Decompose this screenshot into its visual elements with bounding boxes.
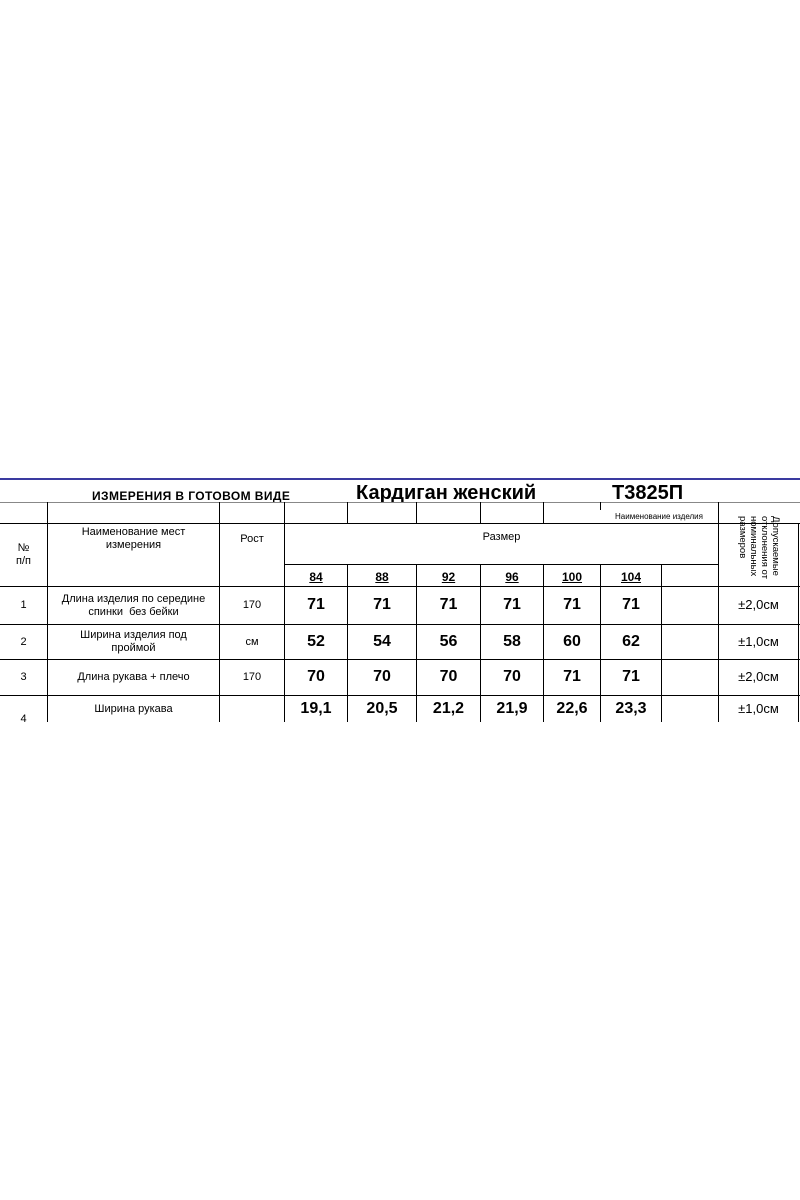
row-4-value-100: 22,6 <box>556 699 588 717</box>
size-88: 88 <box>375 570 389 585</box>
measurement-table <box>0 478 800 722</box>
row-2-num: 2 <box>20 635 27 648</box>
row-3-value-88: 70 <box>373 668 391 686</box>
row-4-num: 4 <box>20 712 27 722</box>
row-3-tolerance: ±2,0см <box>738 669 779 685</box>
row-4-name: Ширина рукава <box>94 702 173 715</box>
row-2-value-104: 62 <box>622 632 640 650</box>
row-3-value-96: 70 <box>503 668 521 686</box>
row-2-value-84: 52 <box>307 632 325 650</box>
row-2-name: Ширина изделия под проймой <box>80 629 187 654</box>
row-3-value-100: 71 <box>563 668 581 686</box>
row-2-value-88: 54 <box>373 632 391 650</box>
col-header-size-group: Размер <box>482 530 521 543</box>
size-84: 84 <box>309 570 323 585</box>
row-3-num: 3 <box>20 671 27 684</box>
size-96: 96 <box>505 570 519 585</box>
size-92: 92 <box>441 570 456 585</box>
row-2-value-100: 60 <box>563 632 581 650</box>
table-subtitle: ИЗМЕРЕНИЯ В ГОТОВОМ ВИДЕ <box>92 489 291 503</box>
row-1-name: Длина изделия по середине спинки без бейки <box>61 592 206 618</box>
row-1-tolerance: ±2,0см <box>738 597 779 613</box>
row-4-value-92: 21,2 <box>432 699 465 717</box>
row-3-value-84: 70 <box>307 668 325 686</box>
row-4-value-104: 23,3 <box>615 699 647 717</box>
row-4-value-96: 21,9 <box>496 699 528 717</box>
row-3-value-104: 71 <box>622 668 640 686</box>
col-header-name: Наименование мест измерения <box>81 526 186 551</box>
row-1-value-84: 71 <box>307 596 325 614</box>
row-3-height: 170 <box>242 671 262 684</box>
row-2-tolerance: ±1,0см <box>738 633 779 649</box>
product-name-note: Наименование изделия <box>615 511 703 521</box>
col-header-num: № п/п <box>16 542 31 567</box>
row-1-height: 170 <box>242 599 262 612</box>
col-header-tolerance: Допускаемые отклонения от номинальных размеров <box>737 516 781 579</box>
row-1-num: 1 <box>20 599 27 612</box>
row-3-value-92: 70 <box>439 668 458 686</box>
row-1-value-100: 71 <box>563 596 581 614</box>
product-title: Кардиган женский <box>356 482 537 504</box>
row-2-value-92: 56 <box>439 632 458 650</box>
row-1-value-88: 71 <box>373 596 391 614</box>
col-header-height: Рост <box>240 532 264 545</box>
row-4-value-88: 20,5 <box>366 699 398 717</box>
row-1-value-104: 71 <box>622 596 640 614</box>
product-code: Т3825П <box>612 482 684 504</box>
row-4-height <box>220 698 284 720</box>
row-3-name: Длина рукава + плечо <box>77 671 190 684</box>
row-4-value-84: 19,1 <box>300 699 332 717</box>
row-1-value-92: 71 <box>439 596 458 614</box>
row-2-height: см <box>245 635 259 648</box>
row-4-tolerance: ±1,0см <box>738 700 779 716</box>
size-100: 100 <box>561 570 583 585</box>
row-2-value-96: 58 <box>503 632 521 650</box>
row-1-value-96: 71 <box>503 596 521 614</box>
size-104: 104 <box>620 570 642 585</box>
